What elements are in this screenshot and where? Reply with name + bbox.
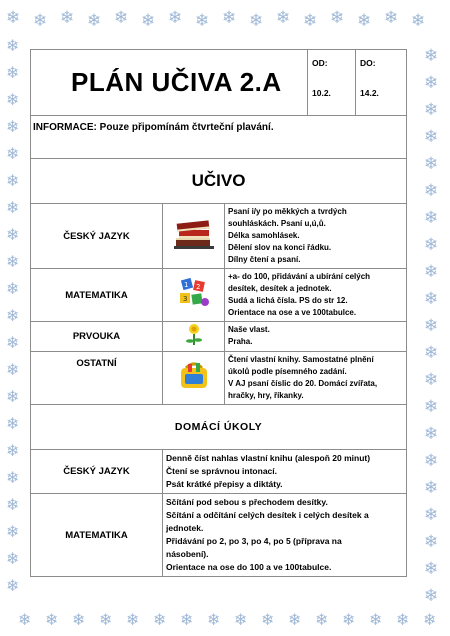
text-line: desítek, desítek a jednotek. [228, 284, 332, 293]
date-from-cell [308, 50, 356, 116]
snowflake-icon: ❄ [6, 279, 20, 298]
snowflake-icon: ❄ [424, 208, 439, 228]
snowflake-icon: ❄ [18, 610, 32, 629]
page-title: PLÁN UČIVA 2.A [71, 67, 282, 97]
ucivo-subject-cesky: ČESKÝ JAZYK [31, 204, 163, 269]
snowflake-icon: ❄ [424, 154, 439, 174]
snowflake-icon: ❄ [424, 73, 439, 93]
text-line: úkolů podle písemného zadání. [228, 367, 347, 376]
text-line: Psát krátké přepisy a diktáty. [166, 479, 283, 489]
text-line: Naše vlast. [228, 325, 270, 334]
snowflake-icon: ❄ [6, 441, 20, 460]
text-line: Denně číst nahlas vlastní knihu (alespoň 20 minut) [166, 453, 371, 463]
snowflake-icon: ❄ [411, 11, 426, 31]
snowflake-icon: ❄ [424, 586, 439, 606]
date-to-cell [356, 50, 407, 116]
math-blocks-icon [163, 269, 225, 322]
snowflake-icon: ❄ [6, 225, 20, 244]
snowflake-icon: ❄ [424, 181, 439, 201]
text-line: +a- do 100, přidávání a ubírání celých [228, 272, 371, 281]
snowflake-icon: ❄ [207, 610, 221, 629]
text-line: jednotek. [166, 523, 204, 533]
snowflake-icon: ❄ [424, 262, 439, 282]
snowflake-icon: ❄ [6, 117, 20, 136]
snowflake-icon: ❄ [384, 8, 399, 28]
snowflake-icon: ❄ [6, 387, 20, 406]
domaci-text-cesky [163, 450, 407, 494]
school-bag-icon [163, 352, 225, 405]
snowflake-icon: ❄ [6, 576, 20, 595]
snowflake-icon: ❄ [288, 610, 302, 629]
snowflake-icon: ❄ [222, 8, 237, 28]
lesson-plan-table [30, 49, 407, 577]
snowflake-icon: ❄ [315, 610, 329, 629]
text-line: násobení). [166, 549, 209, 559]
domaci-ukoly-heading: DOMÁCÍ ÚKOLY [31, 405, 407, 450]
domaci-subject-matematika: MATEMATIKA [31, 494, 163, 577]
snowflake-icon: ❄ [180, 610, 194, 629]
snowflake-icon: ❄ [424, 424, 439, 444]
text-line: Psaní i/y po měkkých a tvrdých [228, 207, 347, 216]
snowflake-icon: ❄ [45, 610, 59, 629]
ucivo-text-ostatni [225, 352, 407, 405]
books-icon [163, 204, 225, 269]
date-from-label: OD: [312, 58, 328, 68]
snowflake-icon: ❄ [330, 8, 345, 28]
text-line: Orientace na ose a ve 100tabulce. [228, 308, 357, 317]
snowflake-icon: ❄ [6, 306, 20, 325]
text-line: Praha. [228, 337, 253, 346]
text-line: hračky, hry, říkanky. [228, 391, 304, 400]
snowflake-icon: ❄ [424, 478, 439, 498]
text-line: Sčítání a odčítání celých desítek i celých desítek a [166, 510, 369, 520]
domaci-text-matematika [163, 494, 407, 577]
snowflake-icon: ❄ [141, 11, 156, 31]
snowflake-icon: ❄ [168, 8, 183, 28]
date-to-value: 14.2. [360, 88, 379, 98]
text-line: Přidávání po 2, po 3, po 4, po 5 (příprava na [166, 536, 342, 546]
svg-text:1: 1 [183, 280, 188, 289]
snowflake-icon: ❄ [114, 8, 129, 28]
text-line: Čtení se správnou intonací. [166, 466, 277, 476]
snowflake-icon: ❄ [424, 316, 439, 336]
snowflake-icon: ❄ [424, 532, 439, 552]
text-line: Sčítání pod sebou s přechodem desítky. [166, 497, 328, 507]
snowflake-icon: ❄ [424, 343, 439, 363]
snowflake-icon: ❄ [6, 36, 20, 55]
snowflake-icon: ❄ [424, 46, 439, 66]
text-line: Délka samohlásek. [228, 231, 300, 240]
snowflake-icon: ❄ [6, 522, 20, 541]
snowflake-icon: ❄ [6, 198, 20, 217]
snowflake-icon: ❄ [357, 11, 372, 31]
date-to-label: DO: [360, 58, 376, 68]
snowflake-icon: ❄ [424, 289, 439, 309]
text-line: souhláskách. Psaní u,ú,ů. [228, 219, 326, 228]
snowflake-icon: ❄ [60, 8, 75, 28]
ucivo-text-cesky [225, 204, 407, 269]
text-line: Dílny čtení a psaní. [228, 255, 301, 264]
snowflake-icon: ❄ [303, 11, 318, 31]
ucivo-subject-prvouka: PRVOUKA [31, 322, 163, 352]
snowflake-icon: ❄ [424, 451, 439, 471]
snowflake-icon: ❄ [6, 333, 20, 352]
ucivo-subject-matematika: MATEMATIKA [31, 269, 163, 322]
snowflake-icon: ❄ [396, 610, 410, 629]
text-line: Orientace na ose do 100 a ve 100tabulce. [166, 562, 332, 572]
flower-icon [163, 322, 225, 352]
snowflake-icon: ❄ [6, 144, 20, 163]
snowflake-icon: ❄ [72, 610, 86, 629]
svg-text:2: 2 [195, 282, 200, 291]
snowflake-icon: ❄ [6, 171, 20, 190]
snowflake-icon: ❄ [424, 127, 439, 147]
snowflake-icon: ❄ [424, 100, 439, 120]
text-line: Dělení slov na konci řádku. [228, 243, 332, 252]
snowflake-icon: ❄ [423, 610, 437, 629]
snowflake-icon: ❄ [234, 610, 248, 629]
snowflake-icon: ❄ [6, 8, 21, 28]
snowflake-icon: ❄ [261, 610, 275, 629]
snowflake-icon: ❄ [126, 610, 140, 629]
ucivo-text-prvouka [225, 322, 407, 352]
domaci-subject-cesky: ČESKÝ JAZYK [31, 450, 163, 494]
snowflake-icon: ❄ [249, 11, 264, 31]
svg-text:3: 3 [182, 294, 187, 303]
snowflake-icon: ❄ [342, 610, 356, 629]
title-cell [31, 50, 308, 116]
ucivo-subject-ostatni: OSTATNÍ [31, 352, 163, 405]
snowflake-icon: ❄ [424, 559, 439, 579]
snowflake-icon: ❄ [369, 610, 383, 629]
snowflake-icon: ❄ [6, 468, 20, 487]
snowflake-icon: ❄ [195, 11, 210, 31]
info-text: INFORMACE: Pouze připomínám čtvrteční plavání. [31, 116, 407, 159]
text-line: Čtení vlastní knihy. Samostatné plnění [228, 355, 374, 364]
snowflake-icon: ❄ [99, 610, 113, 629]
snowflake-icon: ❄ [6, 495, 20, 514]
snowflake-icon: ❄ [87, 11, 102, 31]
snowflake-icon: ❄ [33, 11, 48, 31]
snowflake-icon: ❄ [6, 549, 20, 568]
snowflake-icon: ❄ [6, 252, 20, 271]
snowflake-icon: ❄ [6, 414, 20, 433]
snowflake-icon: ❄ [424, 397, 439, 417]
text-line: V AJ psaní číslic do 20. Domácí zvířata, [228, 379, 378, 388]
snowflake-icon: ❄ [6, 90, 20, 109]
snowflake-icon: ❄ [424, 370, 439, 390]
text-line: Sudá a lichá čísla. PS do str 12. [228, 296, 348, 305]
date-from-value: 10.2. [312, 88, 331, 98]
snowflake-icon: ❄ [6, 360, 20, 379]
ucivo-text-matematika [225, 269, 407, 322]
snowflake-icon: ❄ [6, 63, 20, 82]
ucivo-heading: UČIVO [31, 159, 407, 204]
snowflake-icon: ❄ [153, 610, 167, 629]
snowflake-icon: ❄ [276, 8, 291, 28]
snowflake-icon: ❄ [424, 505, 439, 525]
snowflake-icon: ❄ [424, 235, 439, 255]
